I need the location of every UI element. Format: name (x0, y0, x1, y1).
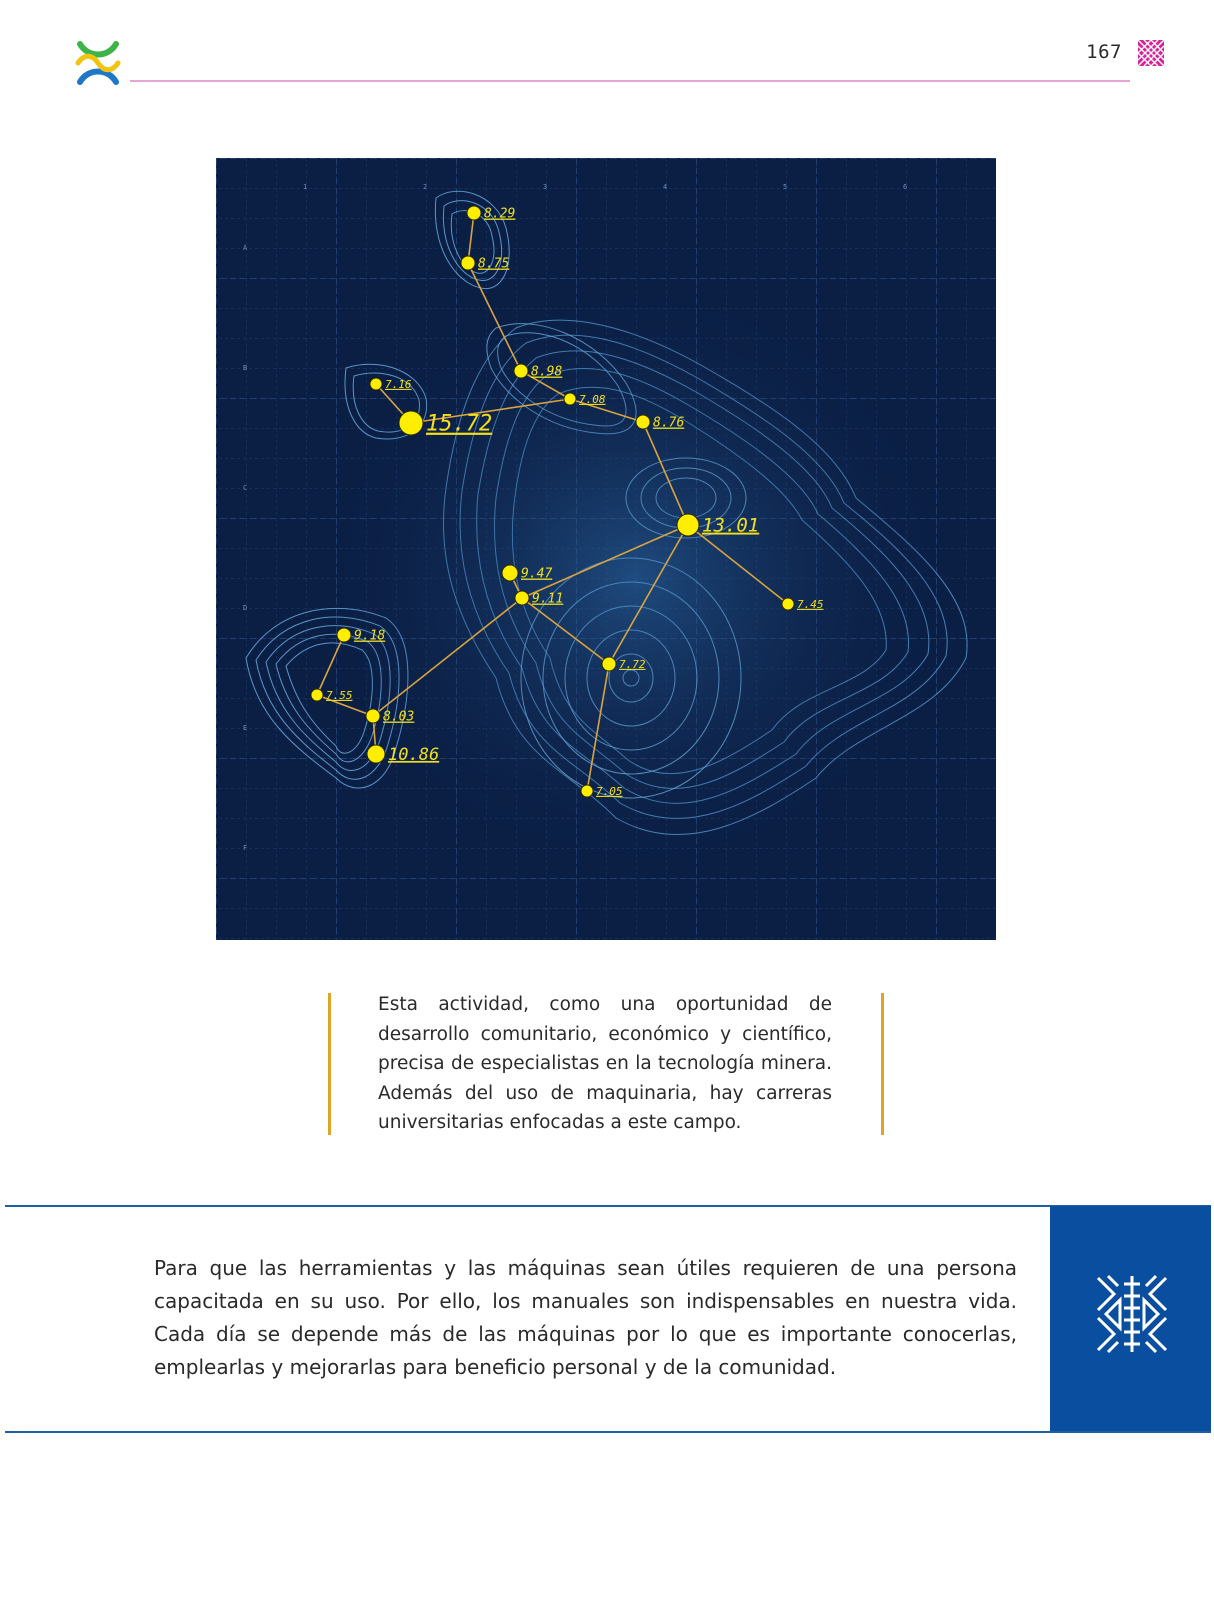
survey-point-label: 8.98 (531, 364, 563, 380)
survey-point-label: 9.18 (354, 628, 386, 644)
survey-point-label: 8.03 (383, 709, 415, 725)
survey-point-marker (370, 378, 382, 390)
caption-text: Esta actividad, como una oportunidad de desarrollo comunitario, económico y científico, precisa de especialistas en la tecnología minera. Además del uso de maquinaria, hay carreras universitarias enfocadas a este campo. (378, 994, 832, 1133)
survey-point-label: 9.47 (521, 566, 553, 582)
note-side-panel (1050, 1206, 1211, 1433)
survey-point-marker (337, 628, 351, 642)
caption-left-bar (328, 993, 331, 1135)
survey-point-marker (399, 411, 423, 435)
note-text: Para que las herramientas y las máquinas sean útiles requieren de una persona capacitada en su uso. Por ello, los manuales son indispensables en nuestra vida. Cada día se depende más de las máquinas por lo que es importante conocerlas, emplearlas y mejorarlas para beneficio personal y de la comunidad. (154, 1256, 1017, 1379)
survey-point-marker (514, 364, 528, 378)
survey-point-label: 7.72 (619, 657, 646, 671)
grid-row-label: D (243, 604, 248, 612)
survey-point-marker (602, 657, 616, 671)
survey-point-marker (461, 256, 475, 270)
program-logo-icon (74, 40, 122, 86)
survey-point-label: 8.29 (484, 206, 516, 222)
survey-point-marker (311, 689, 323, 701)
survey-point-label: 7.45 (797, 597, 824, 611)
grid-row-label: E (243, 724, 248, 732)
survey-point-label: 7.08 (579, 392, 606, 406)
caption-right-bar (881, 993, 884, 1135)
grid-row-label: A (243, 244, 248, 252)
grid-column-label: 5 (783, 183, 788, 191)
textile-pattern-icon (1094, 1274, 1170, 1354)
page-number: 167 (1086, 41, 1122, 63)
photo-caption (328, 993, 884, 1135)
grid-column-label: 6 (903, 183, 908, 191)
survey-point-label: 7.05 (596, 784, 623, 798)
survey-point-marker (564, 393, 576, 405)
survey-point-label: 8.75 (478, 256, 510, 272)
grid-column-label: 1 (303, 183, 308, 191)
survey-point-marker (366, 709, 380, 723)
survey-point-label: 7.55 (326, 688, 353, 702)
note-bottom-rule (5, 1431, 1211, 1433)
survey-point-marker (467, 206, 481, 220)
grid-row-label: B (243, 364, 248, 372)
note-top-rule (5, 1205, 1211, 1207)
survey-point-label: 8.76 (653, 415, 685, 431)
header-rule (130, 80, 1130, 82)
survey-point-marker (782, 598, 794, 610)
survey-point-label: 15.72 (426, 411, 493, 437)
survey-point-label: 13.01 (702, 514, 760, 537)
topographic-map (216, 158, 996, 940)
survey-point-marker (515, 591, 529, 605)
survey-point-marker (677, 514, 699, 536)
survey-point-label: 10.86 (388, 744, 440, 765)
survey-point-marker (581, 785, 593, 797)
grid-row-label: F (243, 844, 248, 852)
woven-pattern-icon (1138, 40, 1164, 66)
survey-point-label: 7.16 (385, 377, 412, 391)
grid-column-label: 2 (423, 183, 428, 191)
survey-point-marker (636, 415, 650, 429)
survey-point-label: 9.11 (532, 591, 564, 607)
survey-point-marker (502, 565, 518, 581)
grid-column-label: 3 (543, 183, 548, 191)
survey-point-marker (367, 745, 385, 763)
grid-row-label: C (243, 484, 248, 492)
grid-column-label: 4 (663, 183, 668, 191)
